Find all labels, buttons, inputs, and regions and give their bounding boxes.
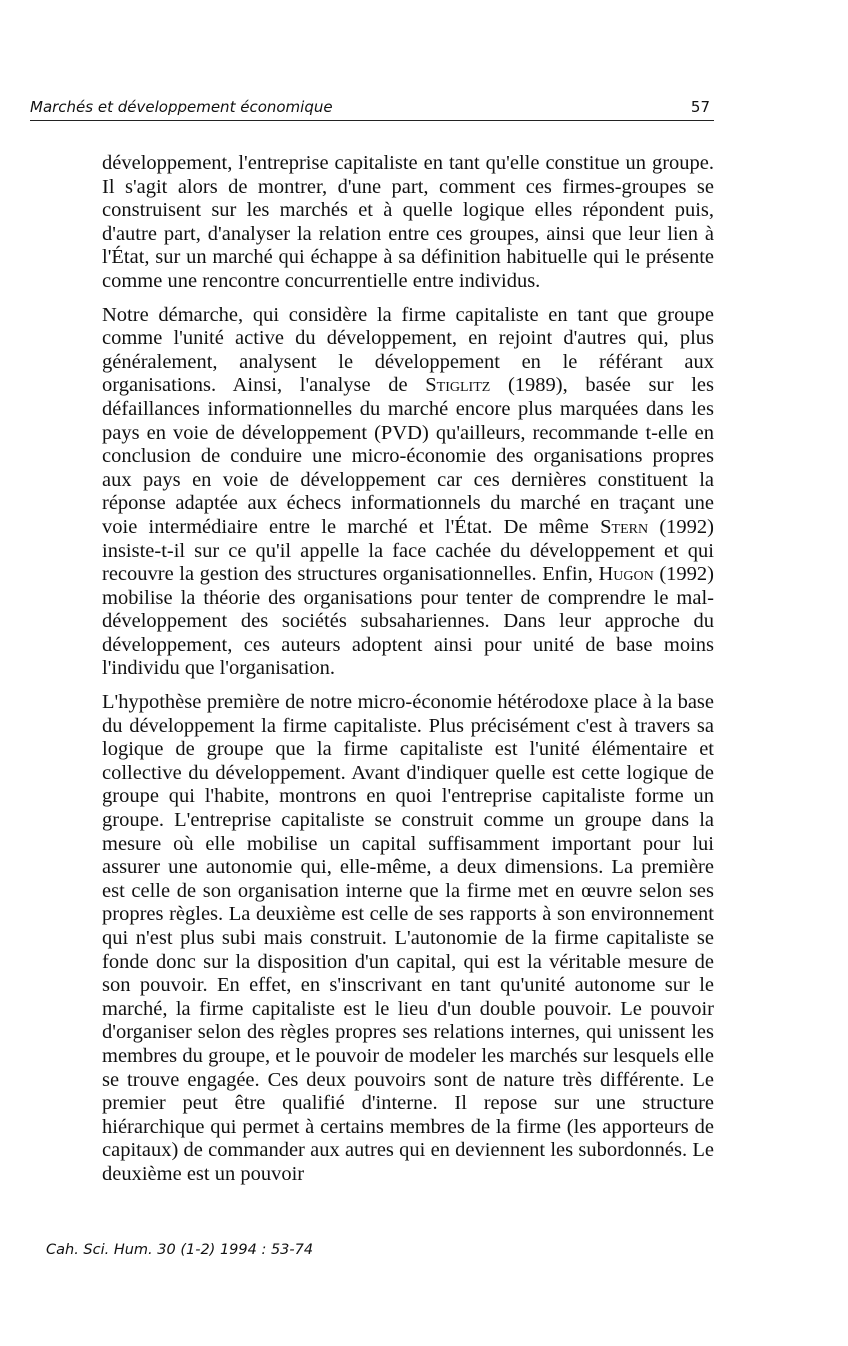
author-name: Hugon bbox=[598, 563, 654, 586]
paragraph-2-text-c: (1992) insiste-t-il sur ce qu'il appelle la face cachée du développement et qui recouvre la gestion des structures organisationnelles. Enfin, bbox=[102, 515, 715, 586]
paragraph-3 bbox=[102, 691, 714, 1186]
paragraph-2-text-a: Notre démarche, qui considère la firme capitaliste en tant que groupe comme l'unité active du développement, en rejoint d'autres qui, plus généralement, analysent le développement en le référant aux organisations. Ainsi, l'analyse de bbox=[102, 303, 714, 397]
author-name: Stern bbox=[600, 515, 649, 538]
running-header bbox=[30, 96, 714, 121]
page-number: 57 bbox=[690, 98, 710, 116]
footer-citation: Cah. Sci. Hum. 30 (1-2) 1994 : 53-74 bbox=[46, 1242, 314, 1258]
paragraph-3-text: L'hypothèse première de notre micro-économie hétérodoxe place à la base du développement la firme capitaliste. Plus précisément c'est à travers sa logique de groupe que la firme capitaliste est l'unité élémentaire et collective du développement. Avant d'indiquer quelle est cette logique de groupe qui l'habite, montrons en quoi l'entreprise capitaliste forme un groupe. L'entreprise capitaliste se construit comme un groupe dans la mesure où elle mobilise un capital suffisamment important pour lui assurer une autonomie qui, elle-même, a deux dimensions. La première est celle de son organisation interne que la firme met en œuvre selon ses propres règles. La deuxième est celle de ses rapports à son environnement qui n'est plus subi mais construit. L'autonomie de la firme capitaliste se fonde donc sur la disposition d'un capital, qui est la véritable mesure de son pouvoir. En effet, en s'inscrivant en tant qu'unité autonome sur le marché, la firme capitaliste est le lieu d'un double pouvoir. Le pouvoir d'organiser selon des règles propres ses relations internes, qui unissent les membres du groupe, et le pouvoir de modeler les marchés sur lesquels elle se trouve engagée. Ces deux pouvoirs sont de nature très différente. Le premier peut être qualifié d'interne. Il repose sur une structure hiérarchique qui permet à certains membres de la firme (les apporteurs de capitaux) de commander aux autres qui en deviennent les subordonnés. Le deuxième est un pouvoir bbox=[102, 691, 714, 1185]
body-text bbox=[102, 152, 714, 1197]
paragraph-2-text-b: (1989), basée sur les défaillances informationnelles du marché encore plus marquées dans les pays en voie de développement (PVD) qu'ailleurs, recommande t-elle en conclusion de conduire une micro-économie des organisations propres aux pays en voie de développement car ces dernières constituent la réponse adaptée aux échecs informationnels du marché en traçant une voie intermédiaire entre le marché et l'État. De même bbox=[102, 374, 714, 538]
paragraph-1 bbox=[102, 152, 714, 294]
paragraph-2-text-d: (1992) mobilise la théorie des organisations pour tenter de comprendre le mal-développement des sociétés subsahariennes. Dans leur approche du développement, ces auteurs adoptent ainsi pour unité de base moins l'individu que l'organisation. bbox=[102, 563, 714, 680]
paragraph-1-text: développement, l'entreprise capitaliste en tant qu'elle constitue un groupe. Il s'agit alors de montrer, d'une part, comment ces firmes-groupes se construisent sur les marchés et à quelle logique elles répondent puis, d'autre part, d'analyser la relation entre ces groupes, ainsi que leur lien à l'État, sur un marché qui échappe à sa définition habituelle qui le présente comme une rencontre concurrentielle entre individus. bbox=[102, 152, 714, 292]
paragraph-2 bbox=[102, 304, 714, 682]
running-title: Marchés et développement économique bbox=[30, 98, 333, 116]
author-name: Stiglitz bbox=[425, 374, 491, 397]
